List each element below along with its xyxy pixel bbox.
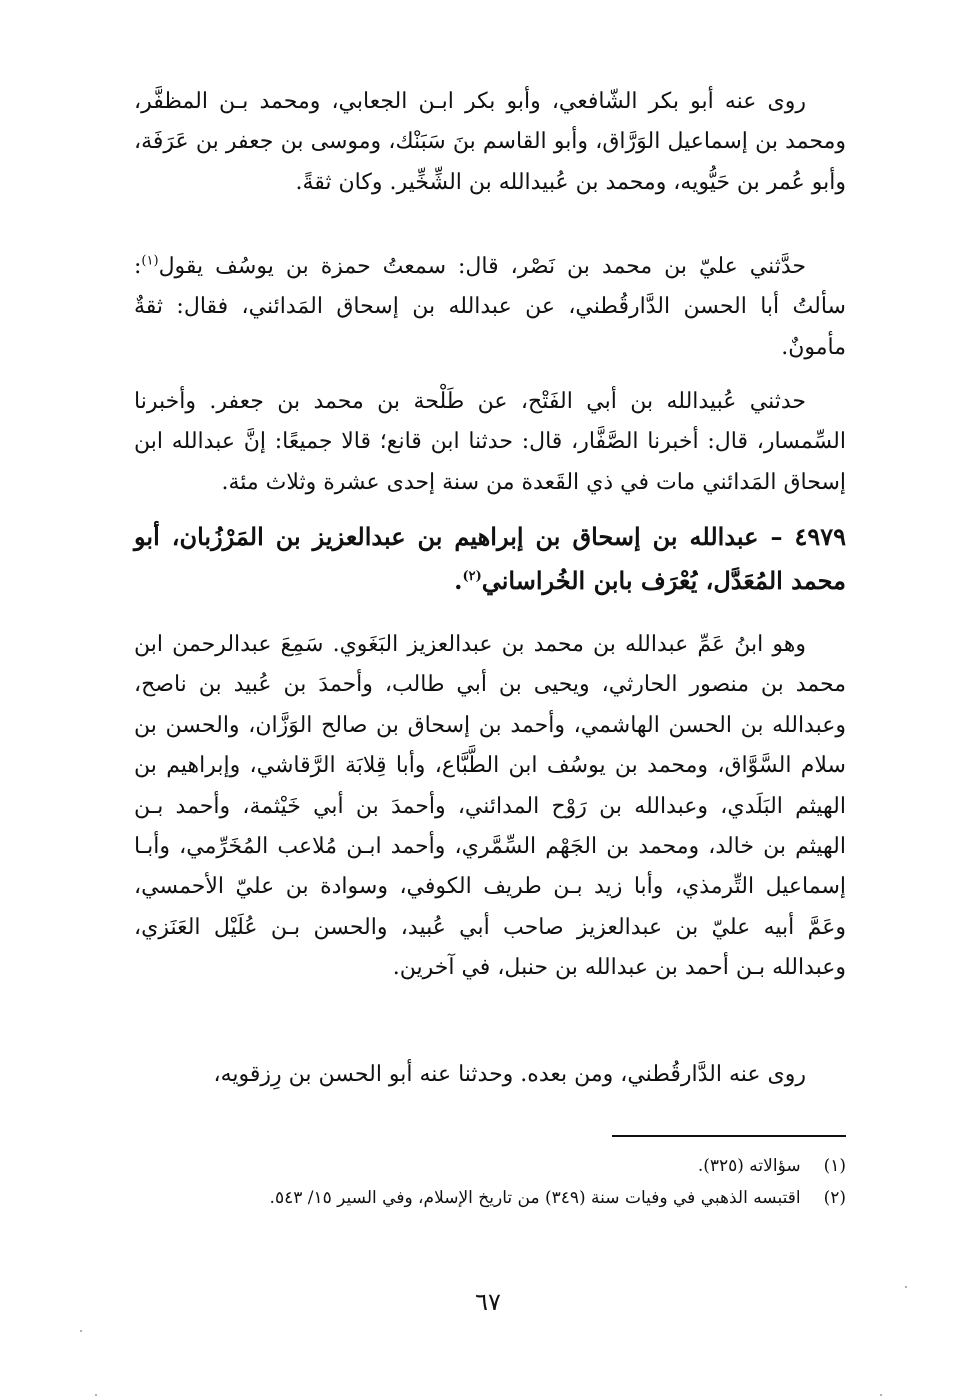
footnote-1-number: (١) xyxy=(823,1156,846,1176)
paragraph-1: روى عنه أبو بكر الشّافعي، وأبو بكر ابـن الجعابي، ومحمد بـن المظفَّر، ومحمد بن إسماعيل الوَرَّاق، وأبو القاسم بنَ سَبَنْك، وموسى بن جعفر بن عَرَفَة، وأبو عُمر بن حَيُّويه، ومحمد بن عُبيدالله بن الشِّخِّير. وكان ثقةً. xyxy=(134,89,846,195)
paragraph-5: روى عنه الدَّارقُطني، ومن بعده. وحدثنا عنه أبو الحسن بن رِزقويه، xyxy=(213,1062,806,1087)
footnote-2-number: (٢) xyxy=(823,1188,846,1208)
paragraph-2 xyxy=(134,247,846,368)
entry-heading-tail: . xyxy=(454,566,463,595)
entry-heading-text: ٤٩٧٩ – عبدالله بن إسحاق بن إبراهيم بن عبدالعزيز بن المَرْزُبان، أبو محمد المُعَدَّل، يُعْرَف بابن الخُراساني xyxy=(134,522,846,595)
scan-speck xyxy=(80,1330,82,1332)
main-text xyxy=(134,82,846,203)
paragraph-2-tail: : سألتُ أبا الحسن الدَّارقُطني، عن عبدالله بن إسحاق المَدائني، فقال: ثقةٌ مأمونٌ. xyxy=(134,254,846,360)
paragraph-3-block xyxy=(134,382,846,503)
scan-speck xyxy=(95,1394,97,1396)
footnote-2 xyxy=(134,1182,846,1214)
paragraph-5-block xyxy=(134,1055,846,1095)
footnote-2-text: اقتبسه الذهبي في وفيات سنة (٣٤٩) من تاريخ الإسلام، وفي السير ١٥/ ٥٤٣. xyxy=(269,1188,801,1208)
scan-speck xyxy=(905,1286,907,1288)
footnote-1-text: سؤالاته (٣٢٥). xyxy=(697,1156,801,1176)
paragraph-3: حدثني عُبيدالله بن أبي الفَتْح، عن طَلْحة بن محمد بن جعفر. وأخبرنا السِّمسار، قال: أخبرنا الصَّفَّار، قال: حدثنا ابن قانع؛ قالا جميعًا: إنَّ عبدالله ابن إسحاق المَدائني مات في ذي القَعدة من سنة إحدى عشرة وثلاث مئة. xyxy=(134,389,846,495)
paragraph-2-text: حدَّثني عليّ بن محمد بن نَصْر، قال: سمعتُ حمزة بن يوسُف يقول xyxy=(158,254,806,279)
page-number: ٦٧ xyxy=(475,1288,501,1316)
footnotes xyxy=(134,1150,846,1214)
paragraph-2-block xyxy=(134,247,846,368)
footnote-ref-2[interactable]: (٢) xyxy=(462,569,482,584)
entry-heading-block xyxy=(134,515,846,603)
footnote-separator xyxy=(612,1135,846,1137)
footnote-1 xyxy=(134,1150,846,1182)
paragraph-4-block xyxy=(134,625,846,989)
entry-heading xyxy=(134,515,846,603)
scan-speck xyxy=(880,1394,882,1396)
footnote-ref-1[interactable]: (١) xyxy=(141,253,159,269)
paragraph-4: وهو ابنُ عَمِّ عبدالله بن محمد بن عبدالعزيز البَغَوي. سَمِعَ عبدالرحمن ابن محمد بن منصور الحارثي، ويحيى بن أبي طالب، وأحمدَ بن عُبيد بن ناصح، وعبدالله بن الحسن الهاشمي، وأحمد بن إسحاق بن صالح الوَزَّان، والحسن بن سلام السَّوَّاق، ومحمد بن يوسُف ابن الطَّبَّاع، وأبا قِلابَة الرَّقاشي، وإبراهيم بن الهيثم البَلَدي، وعبدالله بن رَوْح المدائني، وأحمدَ بن أبي خَيْثمة، وأحمد بـن الهيثم بن خالد، ومحمد بن الجَهْم السِّمَّري، وأحمد ابـن مُلاعب المُخَرِّمي، وأبـا إسماعيل التِّرمذي، وأبا زيد بـن طريف الكوفي، وسوادة بن عليّ الأحمسي، وعَمَّ أبيه عليّ بن عبدالعزيز صاحب أبي عُبيد، والحسن بـن عُلَيْل العَنَزي، وعبدالله بـن أحمد بن عبدالله بن حنبل، في آخرين. xyxy=(134,632,846,981)
